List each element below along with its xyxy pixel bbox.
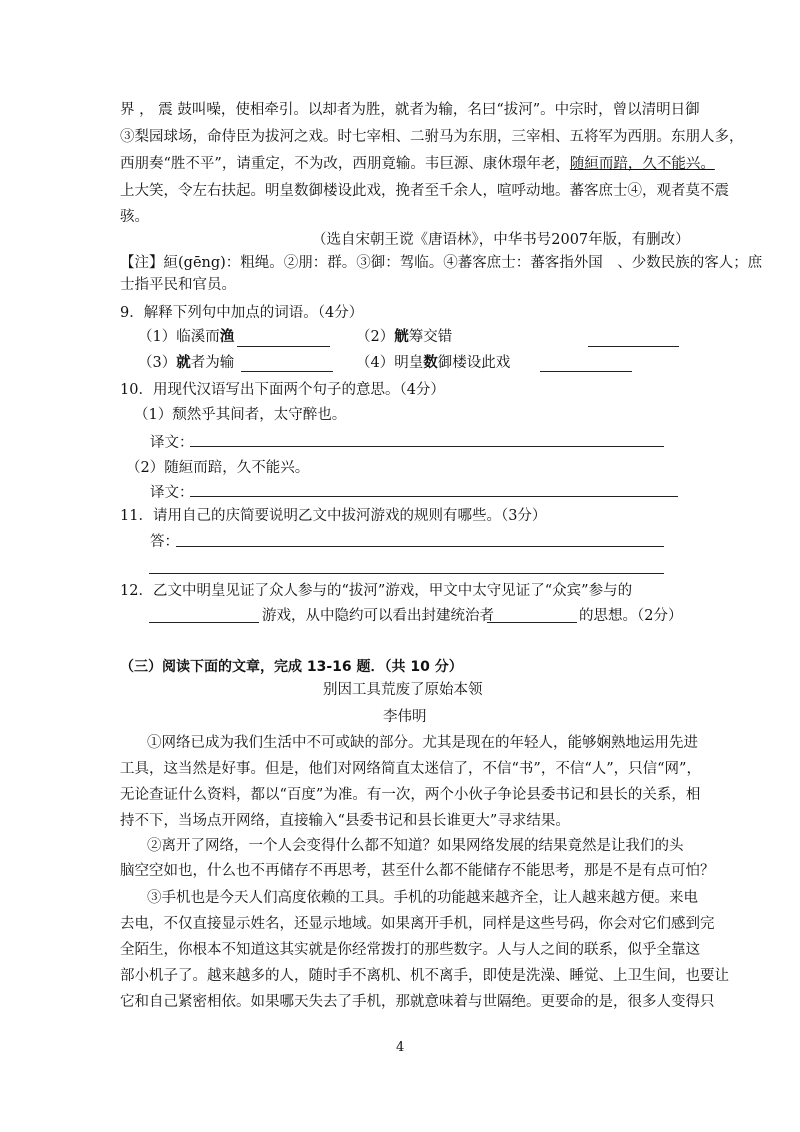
q10-answer-line-2[interactable]	[190, 496, 678, 497]
notes-line-1: 【注】絙(gēng)：粗绳。②朋：群。③御：驾临。④蕃客庶士：蕃客指外国 、少数民族的客人；庶	[120, 255, 763, 271]
q11-answer-line-1[interactable]	[176, 546, 664, 547]
passage-line-1: 界 ， 震 鼓叫噪，使相牵引。以却者为胜，就者为输，名曰“拔河”。中宗时，曾以清明日御	[120, 102, 700, 118]
passage-line-5: 骇。	[120, 209, 149, 225]
q9-stem: 9．解释下列句中加点的词语。（4分）	[120, 305, 364, 321]
q10-sentence-2: （2）随絙而踣，久不能兴。	[126, 460, 310, 476]
q9-item-4: （4）明皇数御楼设此戏	[356, 354, 511, 371]
q9-dotted-word-2: 觥	[394, 328, 409, 345]
article-line-4: 持不下，当场点开网络，直接输入“县委书记和县长谁更大”寻求结果。	[120, 813, 570, 829]
article-line-5: ②离开了网络，一个人会变得什么都不知道？如果网络发展的结果竟然是让我们的头	[147, 838, 684, 854]
q10-stem: 10．用现代汉语写出下面两个句子的意思。（4分）	[120, 382, 445, 398]
q10-translation-label-1: 译文：	[150, 435, 194, 451]
q12-line-2-end: 的思想。（2分）	[579, 608, 683, 624]
article-author: 李伟明	[383, 709, 427, 725]
q9-item-3: （3）就者为输	[138, 354, 235, 371]
section3-heading: （三）阅读下面的文章，完成 13-16 题．（共 10 分）	[120, 659, 463, 675]
q11-answer-line-2[interactable]	[149, 573, 664, 574]
q9-answer-blank-4[interactable]	[540, 371, 632, 372]
q9-answer-blank-3[interactable]	[241, 371, 333, 372]
q12-answer-blank-2[interactable]	[487, 622, 577, 623]
q9-answer-blank-1[interactable]	[237, 346, 330, 347]
passage-line-3-text: 西朋奏“胜不平”，请重定，不为改，西朋竟输。韦巨源、康休璟年老，	[120, 156, 570, 172]
article-line-10: 部小机子了。越来越多的人，随时手不离机、机不离手，即使是洗澡、睡觉、上卫生间，也要让	[120, 968, 729, 984]
q9-dotted-word-1: 渔	[219, 328, 235, 345]
passage-line-3	[120, 154, 715, 174]
q9-item-1: （1）临溪而渔	[138, 328, 235, 345]
underlined-sentence: 随絙而踣，久不能兴。	[569, 156, 715, 172]
passage-line-2: ③梨园球场，命侍臣为拔河之戏。时七宰相、二驸马为东朋，三宰相、五将军为西朋。东朋人多，	[120, 129, 744, 145]
article-title: 别因工具荒废了原始本领	[323, 682, 483, 698]
q12-line-1: 12．乙文中明皇见证了众人参与的“拔河”游戏，甲文中太守见证了“众宾”参与的	[120, 583, 633, 599]
article-line-2: 工具，这当然是好事。但是，他们对网络简直太迷信了，不信“书”，不信“人”，只信“网”，	[120, 761, 701, 777]
article-line-9: 全陌生，你根本不知道这其实就是你经常拨打的那些数字。人与人之间的联系，似乎全靠这	[120, 942, 700, 958]
q10-sentence-1: （1）颓然乎其间者，太守醉也。	[134, 407, 347, 423]
q12-answer-blank-1[interactable]	[149, 622, 259, 623]
article-line-3: 无论查证什么资料，都以“百度”为准。有一次，两个小伙子争论县委书记和县长的关系，相	[120, 787, 701, 803]
article-line-8: 去电，不仅直接显示姓名，还显示地域。如果离开手机，同样是这些号码，你会对它们感到完	[120, 916, 715, 932]
passage-source: （选自宋朝王谠《唐语林》，中华书号2007年版，有删改）	[312, 232, 690, 248]
q10-translation-label-2: 译文：	[150, 485, 194, 501]
notes-line-2: 士指平民和官员。	[120, 277, 236, 293]
article-line-1: ①网络已成为我们生活中不可或缺的部分。尤其是现在的年轻人，能够娴熟地运用先进	[147, 735, 698, 751]
q12-line-2-mid: 游戏，从中隐约可以看出封建统治者	[262, 608, 494, 624]
article-line-7: ③手机也是今天人们高度依赖的工具。手机的功能越来越齐全，让人越来越方便。来电	[147, 890, 698, 906]
q9-item-2: （2）觥筹交错	[356, 328, 453, 345]
q11-answer-label: 答：	[150, 534, 179, 550]
q9-answer-blank-2[interactable]	[588, 346, 679, 347]
passage-line-4: 上大笑，令左右扶起。明皇数御楼设此戏，挽者至千余人，喧呼动地。蕃客庶士④，观者莫不震	[120, 183, 729, 199]
article-line-11: 它和自己紧密相依。如果哪天失去了手机，那就意味着与世隔绝。更要命的是，很多人变得只	[120, 994, 715, 1010]
q9-dotted-word-4: 数	[423, 354, 438, 371]
q10-answer-line-1[interactable]	[190, 446, 664, 447]
q11-stem: 11．请用自己的庆简要说明乙文中拔河游戏的规则有哪些。（3分）	[120, 508, 547, 524]
article-line-6: 脑空空如也，什么也不再储存不再思考，甚至什么都不能储存不能思考，那是不是有点可怕？	[120, 863, 715, 879]
page-number: 4	[396, 1040, 405, 1055]
q9-dotted-word-3: 就	[176, 354, 191, 371]
